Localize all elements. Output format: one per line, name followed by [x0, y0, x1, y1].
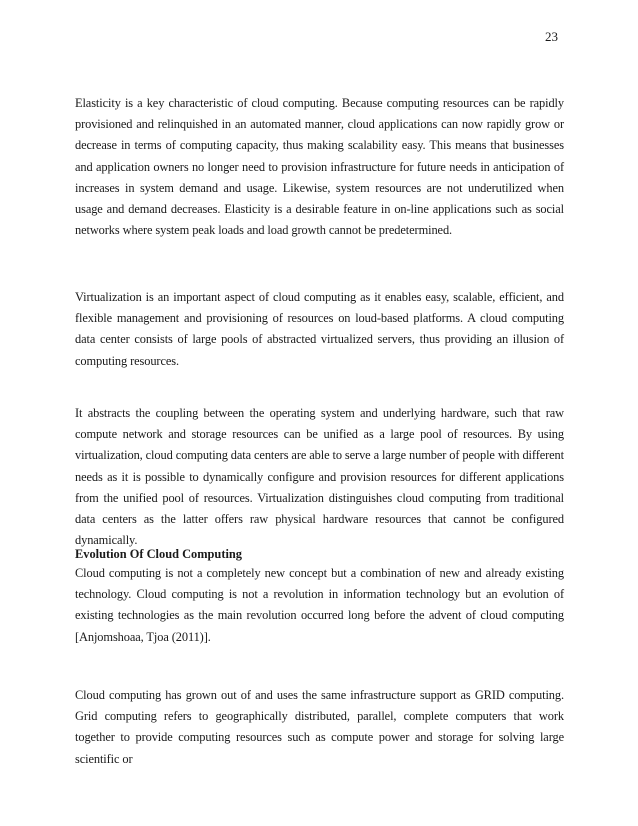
page-number: 23 [545, 29, 558, 44]
paragraph-evolution: Cloud computing is not a completely new concept but a combination of new and already existing technology. Cloud computing is not a revolution in information technology but an evolution of existing technologies as the main revolution occurred long before the advent of cloud computing [Anjomshoaa, Tjoa (2011)]. [75, 566, 564, 644]
section-heading-evolution: Evolution Of Cloud Computing [75, 547, 242, 561]
paragraph-grid-computing: Cloud computing has grown out of and uses the same infrastructure support as GRID computing. Grid computing refers to geographically distributed, parallel, complete computers that work together to provide computing resources such as compute power and storage for solving large scientific or [75, 688, 564, 766]
paragraph-virtualization: Virtualization is an important aspect of cloud computing as it enables easy, scalable, efficient, and flexible management and provisioning of resources on loud-based platforms. A cloud computing data center consists of large pools of abstracted virtualized servers, thus providing an illusion of computing resources. [75, 290, 564, 368]
paragraph-elasticity: Elasticity is a key characteristic of cloud computing. Because computing resources can be rapidly provisioned and relinquished in an automated manner, cloud applications can now rapidly grow or decrease in terms of computing capacity, thus making scalability easy. This means that businesses and application owners no longer need to provision infrastructure for future needs in anticipation of increases in system demand and usage. Likewise, system resources are not underutilized when usage and demand decreases. Elasticity is a desirable feature in on-line applications such as social networks where system peak loads and load growth cannot be predetermined. [75, 96, 564, 238]
paragraph-abstraction: It abstracts the coupling between the operating system and underlying hardware, such that raw compute network and storage resources can be unified as a large pool of resources. By using virtualization, cloud computing data centers are able to serve a large number of people with different needs as it is possible to dynamically configure and provision resources for different applications from the unified pool of resources. Virtualization distinguishes cloud computing from traditional data centers as the latter offers raw physical hardware resources that cannot be configured dynamically. [75, 406, 564, 548]
